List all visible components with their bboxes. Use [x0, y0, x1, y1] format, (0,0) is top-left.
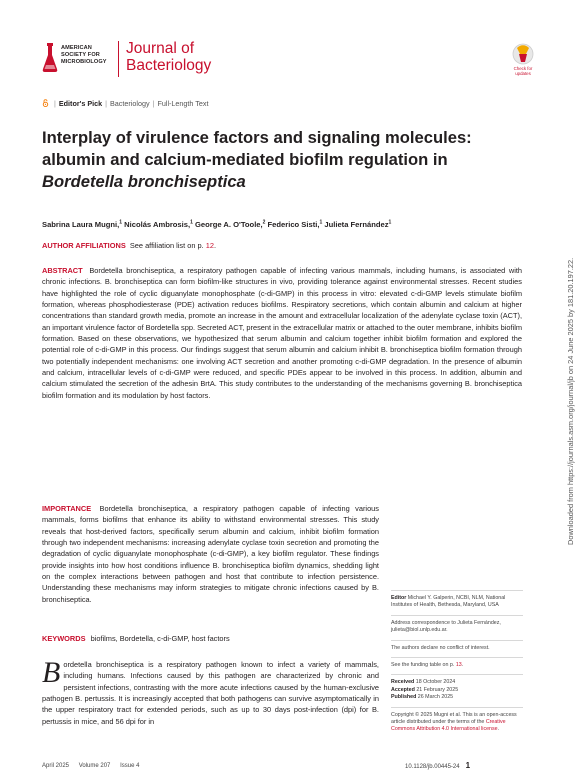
keywords	[42, 633, 379, 644]
section-name: Bacteriology	[110, 99, 150, 108]
footer-issue-info: April 2025 Volume 207 Issue 4	[42, 763, 140, 769]
abstract	[42, 265, 522, 401]
dates: Received 18 October 2024 Accepted 21 February 2025 Published 26 March 2025	[391, 679, 459, 701]
article-type: Full-Length Text	[157, 99, 209, 108]
author-list	[42, 219, 391, 229]
abstract-text: Bordetella bronchiseptica, a respiratory pathogen capable of infecting various mammals, including humans, is associated with chronic infections. B. bronchiseptica can form biofilm-like structures in vivo, providing tolerance against environmental stresses. Recent studies have highlighted the role of cyclic diguanylate monophosphate (c-di-GMP) in this process in vitro: elevated c-di-GMP levels stimulate biofilm formation, whereas phosphodiesterase (PDE) activation reduces biofilms. Respiratory secretions, which contain albumin and calcium at higher concentrations than standard growth media, promote an increase in the amount and extracellular localization of the adenylate cyclase toxin (ACT), an important virulence factor of Bordetella spp. Secreted ACT, present in the extracellular matrix or attached to the outer membrane, inhibits biofilm formation. Based on these observations, we hypothesized that serum albumin and calcium together inhibit biofilm formation and explored the potential role of c-di-GMP in this process. Our findings suggest that serum albumin and calcium inhibit B. bronchiseptica biofilm formation through two potentially independent mechanisms: one involving ACT secretion and another promoting c-di-GMP degradation. In the presence of albumin and calcium, intracellular levels of c-di-GMP were reduced, and specific PDEs appear to be involved in this process. In addition, albumin and calcium stimulated the secretion of the adhesin BrtA. This study contributes to the understanding of the mechanisms governing B. bronchiseptica biofilm formation and its modulation by host factors.	[42, 266, 522, 400]
author[interactable]: Federico Sisti,$^1$	[267, 219, 323, 229]
editor-info: Editor Michael Y. Galperin, NCBI, NLM, National Institutes of Health, Bethesda, Maryland, USA	[391, 595, 506, 609]
author[interactable]: Sabrina Laura Mugni,$^1$	[42, 219, 122, 229]
importance	[42, 503, 379, 605]
journal-name: Journal of Bacteriology	[126, 40, 212, 74]
introduction	[42, 656, 379, 727]
article-title: Interplay of virulence factors and signaling molecules: albumin and calcium-mediated biofilm regulation in Bordetella bronchiseptica	[42, 128, 472, 191]
download-note: Downloaded from https://journals.asm.org/journal/jb on 24 June 2025 by 181.20.197.22.	[566, 257, 575, 545]
affiliations-label: AUTHOR AFFILIATIONS	[42, 241, 126, 250]
crossmark-icon	[506, 43, 540, 65]
license-link[interactable]: Creative Commons Attribution 4.0 International license	[391, 719, 506, 733]
keywords-text: biofilms, Bordetella, c-di-GMP, host factors	[90, 634, 230, 643]
affiliations-page-link[interactable]: 12	[205, 241, 214, 250]
author-affiliations: AUTHOR AFFILIATIONS See affiliation list on p. 12.	[42, 241, 217, 250]
copyright: Copyright © 2025 Mugni et al. This is an open-access article distributed under the terms of the Creative Commons Attribution 4.0 International license.	[391, 711, 517, 733]
importance-label: IMPORTANCE	[42, 504, 92, 513]
abstract-label: ABSTRACT	[42, 266, 83, 275]
doi[interactable]: 10.1128/jb.00445-24	[405, 764, 460, 770]
importance-text: Bordetella bronchiseptica, a respiratory pathogen capable of infecting various mammals, forms biofilms that enhance its ability to withstand environmental stresses. This study reveals that host-derived factors, specifically serum albumin and calcium, inhibit biofilm formation through two independent mechanisms: increasing adenylate cyclase toxin secretion and promoting the degradation of cyclic diguanylate monophosphate (c-di-GMP), a key biofilm regulator. These findings provide insights into how host conditions influence B. bronchiseptica biofilm dynamics, shedding light on the complex interactions between pathogen and host that contribute to infection persistence. Understanding these mechanisms may inform strategies to mitigate chronic infections caused by B. bronchiseptica.	[42, 504, 379, 604]
funding-note: See the funding table on p. 13.	[391, 662, 464, 669]
author[interactable]: Nicolás Ambrosis,$^1$	[124, 219, 193, 229]
society-name: AMERICAN SOCIETY FOR MICROBIOLOGY	[61, 45, 107, 66]
footer-doi	[405, 761, 470, 770]
open-access-icon	[42, 99, 49, 107]
page-number: 1	[465, 761, 471, 770]
correspondence: Address correspondence to Julieta Fernández, julieta@biol.unlp.edu.ar.	[391, 619, 501, 634]
asm-logo	[42, 43, 114, 77]
header-divider	[118, 41, 119, 77]
author[interactable]: Julieta Fernández$^1$	[324, 219, 392, 229]
drop-cap: B	[42, 656, 61, 689]
article-meta: | Editor's Pick | Bacteriology | Full-Length Text	[42, 99, 208, 108]
intro-text: ordetella bronchiseptica is a respiratory pathogen known to infect a variety of mammals, including humans. Infections caused by this pathogen are characterized by chronic and persistent infections, contrasting with the more acute infections caused by the human-exclusive pathogen B. pertussis. It is increasingly accepted that both pathogens can survive asymptomatically in the upper respiratory tract for extended periods, such as up to 30 days post-infection (dpi) for B. pertussis in mice, and 56 dpi for in	[42, 660, 379, 726]
keywords-label: KEYWORDS	[42, 634, 86, 643]
editors-pick: Editor's Pick	[58, 99, 103, 108]
crossmark-badge[interactable]: Check for updates	[506, 43, 540, 77]
author[interactable]: George A. O'Toole,$^2$	[195, 219, 266, 229]
asm-flask-icon	[42, 43, 58, 73]
conflict-statement: The authors declare no conflict of interest.	[391, 644, 490, 651]
funding-page-link[interactable]: 13	[455, 662, 462, 669]
article-info-sidebar	[391, 590, 523, 739]
